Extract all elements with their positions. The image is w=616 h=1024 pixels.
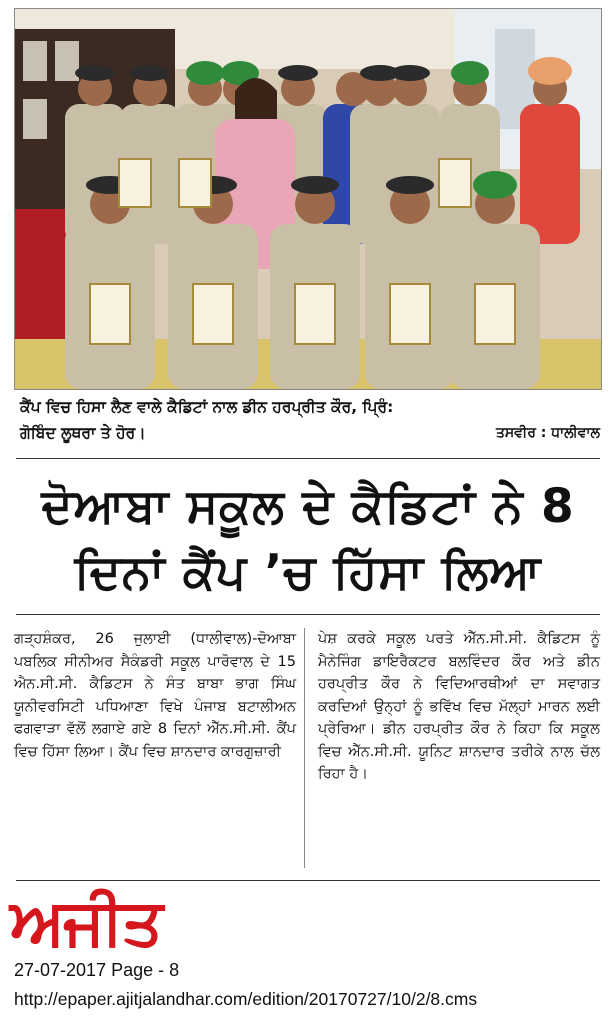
article-body	[14, 628, 600, 786]
caption-line-2: ਗੋਬਿੰਦ ਲੂਥਰਾ ਤੇ ਹੋਰ।	[20, 424, 146, 442]
headline-line-2: ਦਿਨਾਂ ਕੈਂਪ ’ਚ ਹਿੱਸਾ ਲਿਆ	[74, 545, 542, 600]
certificate-front-1	[193, 284, 233, 344]
article-column-1: ਗੜ੍ਹਸ਼ੰਕਰ, 26 ਜੁਲਾਈ (ਧਾਲੀਵਾਲ)-ਦੋਆਬਾ ਪਬਲਿਕ ਸੀਨੀਅਰ ਸੈਕੰਡਰੀ ਸਕੂਲ ਪਾਰੋਵਾਲ ਦੇ 15 ਐਨ.ਸੀ.ਸੀ. ਕੈਡਿਟਸ ਨੇ ਸੰਤ ਬਾਬਾ ਭਾਗ ਸਿੰਘ ਯੂਨੀਵਰਸਿਟੀ ਪਧਿਆਣਾ ਵਿਖੇ ਪੰਜਾਬ ਬਟਾਲੀਅਨ ਫਗਵਾੜਾ ਵੱਲੋਂ ਲਗਾਏ ਗਏ 8 ਦਿਨਾਂ ਐੱਨ.ਸੀ.ਸੀ. ਕੈਂਪ ਵਿਚ ਹਿੱਸਾ ਲਿਆ। ਕੈਂਪ ਵਿਚ ਸ਼ਾਨਦਾਰ ਕਾਰਗੁਜ਼ਾਰੀ	[14, 631, 296, 760]
ajit-logo: ਅਜੀਤ	[10, 885, 162, 960]
certificate-back-2	[439, 159, 471, 207]
turban-back-8	[451, 61, 489, 85]
cadets-group-photo	[15, 9, 601, 389]
headline	[16, 474, 600, 606]
turban-front-4	[473, 171, 517, 199]
turban-back-9	[528, 57, 572, 85]
divider-headline	[16, 614, 600, 615]
beret-back-4	[278, 65, 318, 81]
divider-top	[16, 458, 600, 459]
person-back-9	[520, 104, 580, 244]
beret-back-0	[75, 65, 115, 81]
news-photo	[14, 8, 602, 390]
column-divider	[304, 628, 305, 868]
caption-line-2-row	[20, 420, 600, 446]
caption-line-1: ਕੈਂਪ ਵਿਚ ਹਿਸਾ ਲੈਣ ਵਾਲੇ ਕੈਡਿਟਾਂ ਨਾਲ ਡੀਨ ਹਰਪ੍ਰੀਤ ਕੌਰ, ਪ੍ਰਿੰ:	[20, 398, 394, 416]
certificate-front-3	[390, 284, 430, 344]
beret-back-7	[390, 65, 430, 81]
certificate-front-4	[475, 284, 515, 344]
beret-front-2	[291, 176, 339, 194]
beret-front-3	[386, 176, 434, 194]
beret-back-1	[130, 65, 170, 81]
divider-bottom	[16, 880, 600, 881]
headline-line-1: ਦੋਆਬਾ ਸਕੂਲ ਦੇ ਕੈਡਿਟਾਂ ਨੇ 8	[41, 479, 575, 534]
photo-caption	[20, 394, 600, 446]
turban-back-2	[186, 61, 224, 85]
photo-credit: ਤਸਵੀਰ : ਧਾਲੀਵਾਲ	[495, 425, 600, 441]
article-column-2: ਪੇਸ਼ ਕਰਕੇ ਸਕੂਲ ਪਰਤੇ ਐੱਨ.ਸੀ.ਸੀ. ਕੈਡਿਟਸ ਨੂੰ ਮੈਨੇਜਿੰਗ ਡਾਇਰੈਕਟਰ ਬਲਵਿੰਦਰ ਕੌਰ ਅਤੇ ਡੀਨ ਹਰਪ੍ਰੀਤ ਕੌਰ ਨੇ ਵਿਦਿਆਰਥੀਆਂ ਦਾ ਸਵਾਗਤ ਕਰਦਿਆਂ ਉਨ੍ਹਾਂ ਨੂੰ ਭਵਿੱਖ ਵਿਚ ਮੱਲ੍ਹਾਂ ਮਾਰਨ ਲਈ ਪ੍ਰੇਰਿਆ। ਡੀਨ ਹਰਪ੍ਰੀਤ ਕੌਰ ਨੇ ਕਿਹਾ ਕਿ ਸਕੂਲ ਵਿਚ ਐੱਨ.ਸੀ.ਸੀ. ਯੂਨਿਟ ਸ਼ਾਨਦਾਰ ਤਰੀਕੇ ਨਾਲ ਚੱਲ ਰਿਹਾ ਹੈ।	[318, 631, 600, 782]
page-info: 27-07-2017 Page - 8	[14, 960, 180, 980]
source-url[interactable]: http://epaper.ajitjalandhar.com/edition/20170727/10/2/8.cms	[14, 989, 478, 1009]
certificate-back-0	[119, 159, 151, 207]
certificate-back-1	[179, 159, 211, 207]
certificate-front-2	[295, 284, 335, 344]
certificate-front-0	[90, 284, 130, 344]
